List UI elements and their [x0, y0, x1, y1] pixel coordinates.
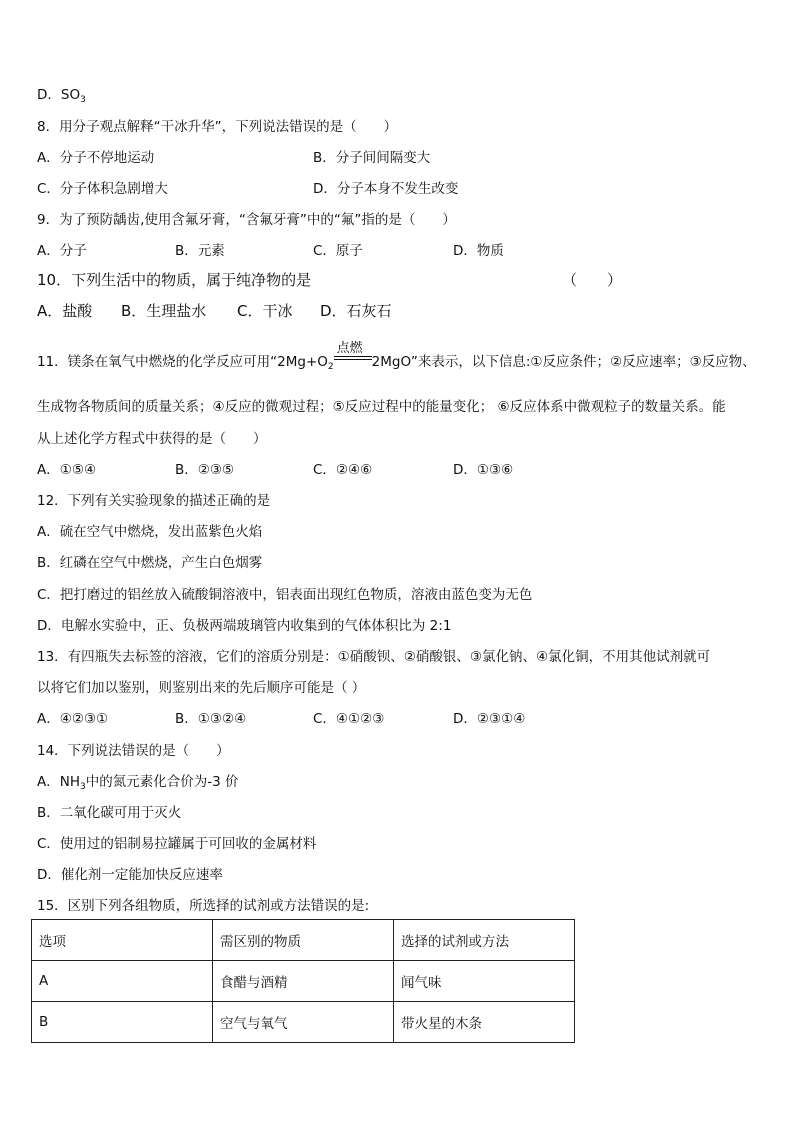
q12-stem: 12．下列有关实验现象的描述正确的是: [37, 493, 271, 509]
q10-stem: 10．下列生活中的物质，属于纯净物的是: [37, 271, 312, 289]
table-cell: 食醋与酒精: [213, 961, 394, 1002]
table-row: [32, 961, 575, 1002]
q9-stem: 9．为了预防龋齿,使用含氟牙膏，“含氟牙膏”中的“氟”指的是（ ）: [37, 212, 456, 228]
q13-option-d: D．②③①④: [453, 711, 526, 727]
table-header-cell: 选择的试剂或方法: [394, 920, 575, 961]
q7-option-d: D．$SO_3$: [37, 87, 86, 105]
table-header-row: [32, 920, 575, 961]
q12-option-b: B．红磷在空气中燃烧，产生白色烟雾: [37, 555, 263, 571]
q9-option-a: A．分子: [37, 243, 87, 259]
table-cell: 空气与氧气: [213, 1002, 394, 1043]
q11-stem-line3: 从上述化学方程式中获得的是（ ）: [37, 431, 267, 447]
q8-stem: 8．用分子观点解释“干冰升华”，下列说法错误的是（ ）: [37, 119, 398, 135]
table-cell: 闻气味: [394, 961, 575, 1002]
q11-stem-line1: 11．镁条在氧气中燃烧的化学反应可用“$2Mg+O_2$ 点燃 2MgO”来表示，以下信息:①反应条件；②反应速率；③反应物、: [37, 341, 756, 372]
q14-option-a: A．$NH_3$中的氮元素化合价为-3 价: [37, 774, 239, 792]
table-header-cell: 需区别的物质: [213, 920, 394, 961]
q10-option-a: A．盐酸: [37, 302, 93, 320]
q12-option-d: D．电解水实验中，正、负极两端玻璃管内收集到的气体体积比为 2:1: [37, 618, 452, 634]
reaction-condition: 点燃: [334, 352, 372, 366]
q12-option-a: A．硫在空气中燃烧，发出蓝紫色火焰: [37, 524, 263, 540]
q10-answer-paren: （ ）: [562, 271, 623, 289]
q8-option-b: B．分子间间隔变大: [313, 150, 431, 166]
q15-stem: 15．区别下列各组物质，所选择的试剂或方法错误的是:: [37, 898, 370, 914]
table-row: [32, 1002, 575, 1043]
table-header-cell: 选项: [32, 920, 213, 961]
q14-option-b: B．二氧化碳可用于灭火: [37, 805, 182, 821]
q10-option-b: B．生理盐水: [121, 302, 207, 320]
q11-option-d: D．①③⑥: [453, 462, 514, 478]
q9-option-b: B．元素: [175, 243, 225, 259]
q13-option-c: C．④①②③: [313, 711, 385, 727]
q8-option-a: A．分子不停地运动: [37, 150, 155, 166]
table-cell: A: [32, 961, 213, 1002]
q12-option-c: C．把打磨过的铝丝放入硫酸铜溶液中，铝表面出现红色物质，溶液由蓝色变为无色: [37, 587, 533, 603]
q13-stem-line1: 13．有四瓶失去标签的溶液，它们的溶质分别是：①硝酸钡、②硝酸银、③氯化钠、④氯化铜，不用其他试剂就可: [37, 649, 711, 665]
q9-option-c: C．原子: [313, 243, 363, 259]
q10-option-d: D．石灰石: [320, 302, 392, 320]
q14-option-c: C．使用过的铝制易拉罐属于可回收的金属材料: [37, 836, 317, 852]
q14-option-d: D．催化剂一定能加快反应速率: [37, 867, 223, 883]
q15-table: [31, 919, 575, 1043]
q11-stem-line2: 生成物各物质间的质量关系；④反应的微观过程；⑤反应过程中的能量变化； ⑥反应体系中微观粒子的数量关系。能: [37, 399, 726, 415]
q14-stem: 14．下列说法错误的是（ ）: [37, 743, 230, 759]
table-cell: B: [32, 1002, 213, 1043]
q8-option-c: C．分子体积急剧增大: [37, 181, 168, 197]
q13-option-b: B．①③②④: [175, 711, 247, 727]
q9-option-d: D．物质: [453, 243, 504, 259]
q11-option-c: C．②④⑥: [313, 462, 373, 478]
table-cell: 带火星的木条: [394, 1002, 575, 1043]
q8-option-d: D．分子本身不发生改变: [313, 181, 459, 197]
q13-option-a: A．④②③①: [37, 711, 109, 727]
q11-option-b: B．②③⑤: [175, 462, 235, 478]
q10-option-c: C．干冰: [237, 302, 293, 320]
q11-option-a: A．①⑤④: [37, 462, 97, 478]
q13-stem-line2: 以将它们加以鉴别，则鉴别出来的先后顺序可能是（ ）: [37, 680, 366, 696]
